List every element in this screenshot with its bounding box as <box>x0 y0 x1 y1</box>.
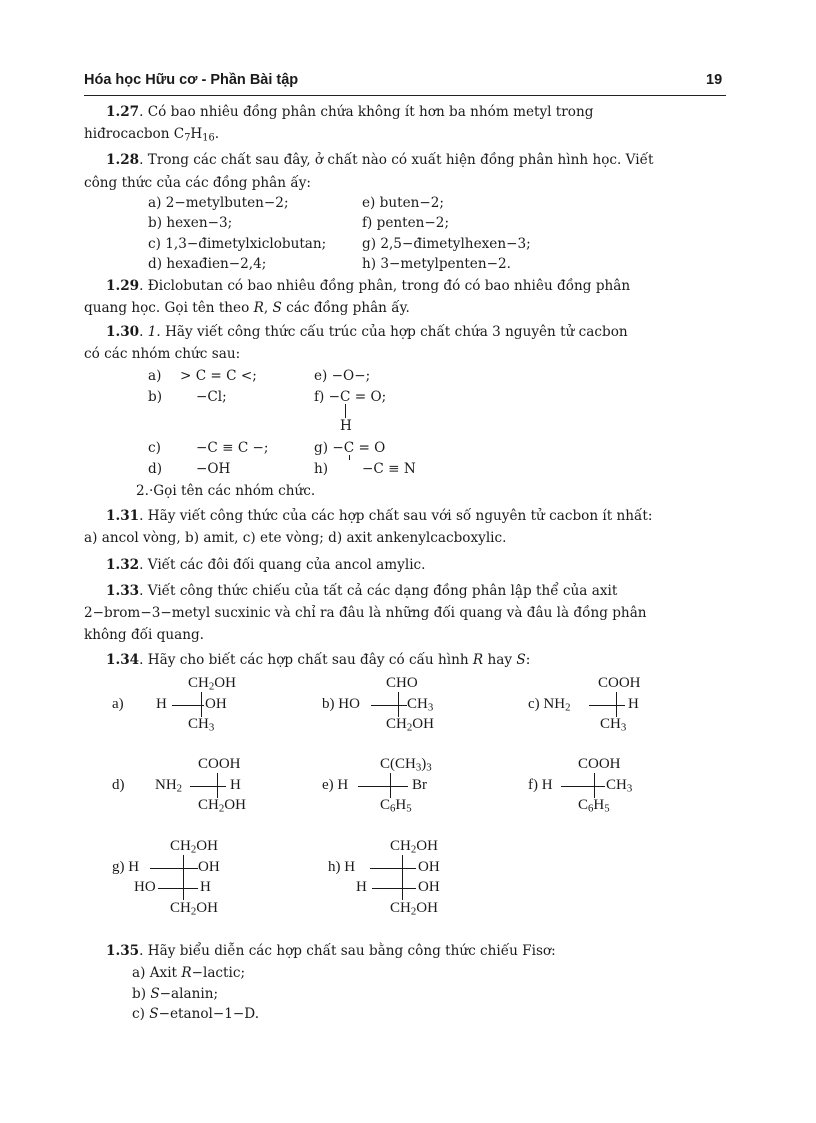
group-b-label: b) <box>148 389 163 405</box>
fischer-b-label: b) HO <box>322 696 360 712</box>
fischer-c-right: H <box>628 696 639 712</box>
group-g-carbonyl: g) −C = O <box>314 440 386 456</box>
fischer-h-bottom: $CH_2OH$ <box>390 900 438 918</box>
fischer-c-hbond <box>589 705 625 706</box>
fischer-d-hbond <box>190 786 226 787</box>
group-b-chloride: −Cl; <box>196 389 227 405</box>
group-h-nitrile: −C ≡ N <box>362 461 416 477</box>
fischer-g-vbond <box>183 855 184 900</box>
page-number: 19 <box>706 72 723 88</box>
option-1-28-d: d) hexađien−2,4; <box>148 256 267 272</box>
option-1-28-c: c) 1,3−đimetylxiclobutan; <box>148 236 327 252</box>
fischer-c-vbond <box>616 692 617 717</box>
option-1-28-h: h) 3−metylpenten−2. <box>362 256 511 272</box>
exercise-1-35-line1: 1.35. Hãy biểu diễn các hợp chất sau bằng công thức chiếu Fisơ: <box>106 943 556 959</box>
group-h-label: h) <box>314 461 329 477</box>
group-c-alkyne: −C ≡ C −; <box>196 440 269 456</box>
group-f-aldehyde: f) −C = O; <box>314 389 387 405</box>
group-g-bond <box>349 455 350 460</box>
fischer-e-bottom: $C_6H_5$ <box>380 797 412 815</box>
exercise-1-35-c: c) S−etanol−1−D. <box>132 1006 260 1022</box>
exercise-1-31-line2: a) ancol vòng, b) amit, c) ete vòng; d) axit ankenylcacboxylic. <box>84 530 507 546</box>
exercise-1-29-line1: 1.29. Điclobutan có bao nhiêu đồng phân, trong đó có bao nhiêu đồng phân <box>106 278 631 294</box>
fischer-g-left-2: HO <box>134 879 156 895</box>
fischer-c-bottom: $CH_3$ <box>600 716 627 734</box>
fischer-d-top: COOH <box>198 756 241 772</box>
fischer-g-label: g) H <box>112 859 140 875</box>
fischer-h-right-2: OH <box>418 879 440 895</box>
group-e-ether: e) −O−; <box>314 368 371 384</box>
fischer-g-hbond-2 <box>158 888 198 889</box>
exercise-1-33-line2: 2−brom−3−metyl sucxinic và chỉ ra đâu là những đối quang và đâu là đồng phân <box>84 605 647 621</box>
header-rule <box>84 95 726 96</box>
exercise-1-27-line1: 1.27. Có bao nhiêu đồng phân chứa không ít hơn ba nhóm metyl trong <box>106 104 594 120</box>
fischer-h-top: $CH_2OH$ <box>390 838 438 856</box>
option-1-28-b: b) hexen−3; <box>148 215 233 231</box>
fischer-a-vbond <box>201 692 202 717</box>
fischer-h-label: h) H <box>328 859 356 875</box>
fischer-f-hbond <box>561 786 605 787</box>
exercise-1-30-question-2: 2.·Gọi tên các nhóm chức. <box>136 483 316 499</box>
fischer-b-hbond <box>371 705 407 706</box>
fischer-a-bottom: $CH_3$ <box>188 716 215 734</box>
fischer-g-bottom: $CH_2OH$ <box>170 900 218 918</box>
exercise-1-28-line2: công thức của các đồng phân ấy: <box>84 175 311 191</box>
fischer-h-hbond-1 <box>370 868 416 869</box>
exercise-1-32: 1.32. Viết các đôi đối quang của ancol amylic. <box>106 557 426 573</box>
exercise-1-30-line2: có các nhóm chức sau: <box>84 346 241 362</box>
option-1-28-e: e) buten−2; <box>362 195 445 211</box>
group-f-hydrogen: H <box>340 418 352 434</box>
fischer-e-top: $C(CH_3)_3$ <box>380 756 432 774</box>
fischer-g-right-2: H <box>200 879 211 895</box>
running-header-title: Hóa học Hữu cơ - Phần Bài tập <box>84 72 299 88</box>
option-1-28-a: a) 2−metylbuten−2; <box>148 195 289 211</box>
exercise-1-28-line1: 1.28. Trong các chất sau đây, ở chất nào có xuất hiện đồng phân hình học. Viết <box>106 152 654 168</box>
fischer-d-vbond <box>217 773 218 798</box>
fischer-f-label: f) H <box>528 777 553 793</box>
group-d-label: d) <box>148 461 163 477</box>
exercise-1-33-line1: 1.33. Viết công thức chiếu của tất cả các dạng đồng phân lập thể của axit <box>106 583 618 599</box>
group-f-bond <box>345 404 346 418</box>
fischer-f-bottom: $C_6H_5$ <box>578 797 610 815</box>
exercise-1-35-a: a) Axit R−lactic; <box>132 965 246 981</box>
group-d-hydroxyl: −OH <box>196 461 231 477</box>
exercise-1-31-line1: 1.31. Hãy viết công thức của các hợp chất sau với số nguyên tử cacbon ít nhất: <box>106 508 653 524</box>
group-a-alkene: > C = C <; <box>180 368 257 384</box>
fischer-h-hbond-2 <box>372 888 416 889</box>
exercise-1-33-line3: không đối quang. <box>84 627 204 643</box>
fischer-a-top: $CH_2OH$ <box>188 675 236 693</box>
fischer-f-vbond <box>594 773 595 798</box>
option-1-28-g: g) 2,5−đimetylhexen−3; <box>362 236 531 252</box>
fischer-e-label: e) H <box>322 777 349 793</box>
fischer-c-top: COOH <box>598 675 641 691</box>
fischer-e-vbond <box>390 773 391 798</box>
fischer-e-hbond <box>358 786 408 787</box>
fischer-b-bottom: $CH_2OH$ <box>386 716 434 734</box>
fischer-g-right-1: OH <box>198 859 220 875</box>
fischer-a-label: a) <box>112 696 124 712</box>
fischer-d-bottom: $CH_2OH$ <box>198 797 246 815</box>
exercise-1-30-line1: 1.30. 1. Hãy viết công thức cấu trúc của hợp chất chứa 3 nguyên tử cacbon <box>106 324 628 340</box>
exercise-1-29-line2: quang học. Gọi tên theo R, S các đồng phân ấy. <box>84 300 410 316</box>
fischer-g-hbond-1 <box>150 868 198 869</box>
exercise-1-35-b: b) S−alanin; <box>132 986 219 1002</box>
fischer-f-top: COOH <box>578 756 621 772</box>
fischer-h-left-2: H <box>356 879 367 895</box>
group-a-label: a) <box>148 368 162 384</box>
fischer-h-vbond <box>402 855 403 900</box>
fischer-b-top: CHO <box>386 675 418 691</box>
fischer-e-right: Br <box>412 777 427 793</box>
fischer-b-vbond <box>398 692 399 717</box>
fischer-h-right-1: OH <box>418 859 440 875</box>
fischer-a-hbond <box>172 705 204 706</box>
fischer-d-right: H <box>230 777 241 793</box>
exercise-1-27-line2: hiđrocacbon $C_7H_{16}$. <box>84 126 220 144</box>
exercise-1-34-line1: 1.34. Hãy cho biết các hợp chất sau đây có cấu hình R hay S: <box>106 652 531 668</box>
fischer-d-left: $NH_2$ <box>155 777 183 795</box>
fischer-f-right: $CH_3$ <box>606 777 633 795</box>
option-1-28-f: f) penten−2; <box>362 215 450 231</box>
fischer-d-label: d) <box>112 777 125 793</box>
group-c-label: c) <box>148 440 161 456</box>
fischer-c-label: c) $NH_2$ <box>528 696 571 714</box>
fischer-a-right: OH <box>205 696 227 712</box>
fischer-a-left: H <box>156 696 167 712</box>
fischer-b-right: $CH_3$ <box>407 696 434 714</box>
fischer-g-top: $CH_2OH$ <box>170 838 218 856</box>
